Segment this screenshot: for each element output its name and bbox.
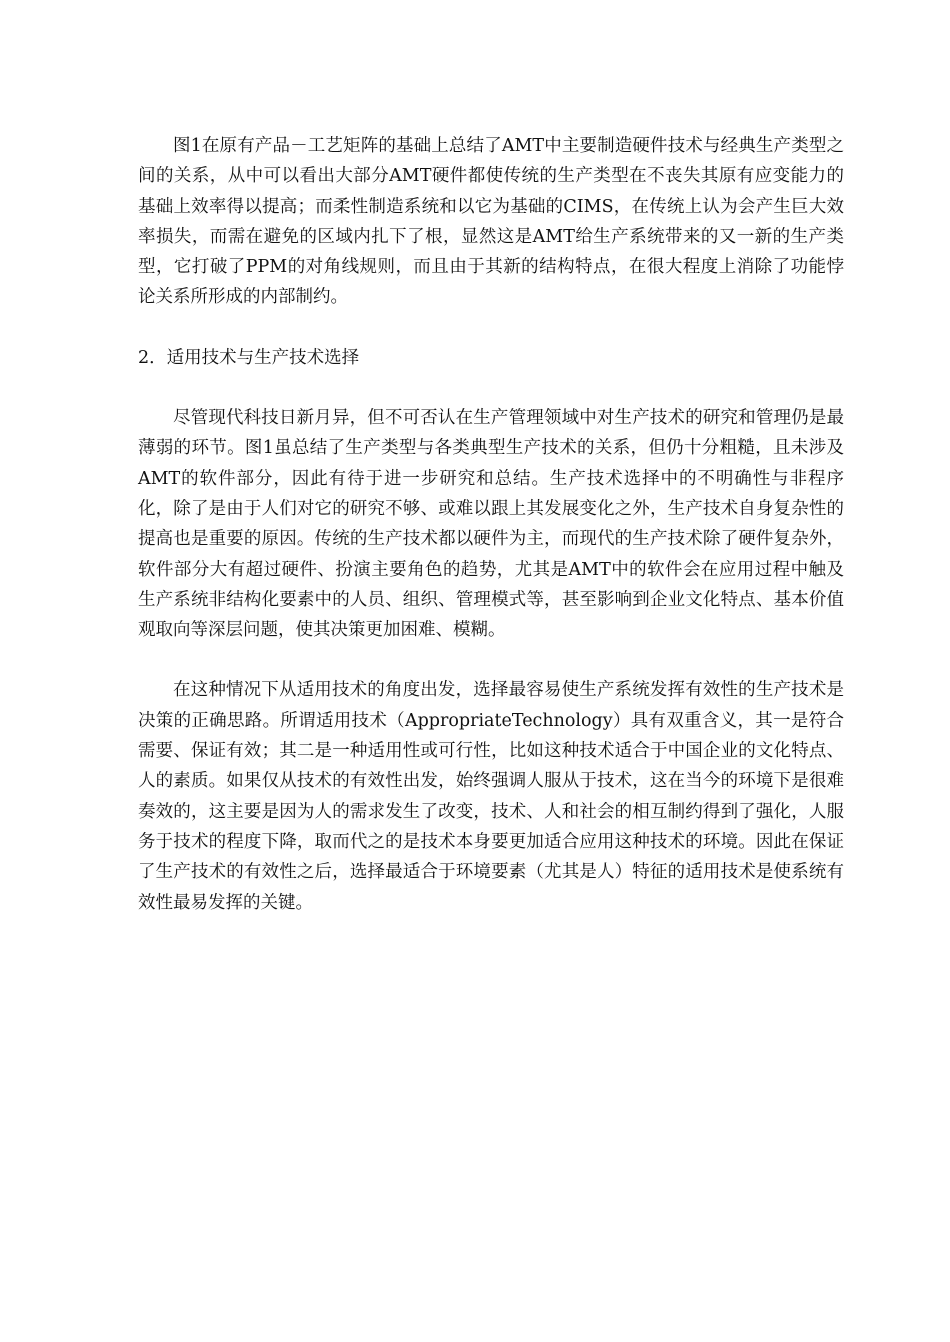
document-body xyxy=(138,131,844,918)
body-paragraph-3: 在这种情况下从适用技术的角度出发，选择最容易使生产系统发挥有效性的生产技术是决策的正确思路。所谓适用技术（AppropriateTechnology）具有双重含义，其一是符合需要、保证有效；其二是一种适用性或可行性，比如这种技术适合于中国企业的文化特点、人的素质。如果仅从技术的有效性出发，始终强调人服从于技术，这在当今的环境下是很难奏效的，这主要是因为人的需求发生了改变，技术、人和社会的相互制约得到了强化，人服务于技术的程度下降，取而代之的是技术本身要更加适合应用这种技术的环境。因此在保证了生产技术的有效性之后，选择最适合于环境要素（尤其是人）特征的适用技术是使系统有效性最易发挥的关键。 xyxy=(138,680,844,913)
section-heading: 2．适用技术与生产技术选择 xyxy=(138,347,360,368)
body-paragraph-1: 图1在原有产品－工艺矩阵的基础上总结了AMT中主要制造硬件技术与经典生产类型之间的关系，从中可以看出大部分AMT硬件都使传统的生产类型在不丧失其原有应变能力的基础上效率得以提高；而柔性制造系统和以它为基础的CIMS，在传统上认为会产生巨大效率损失，而需在避免的区域内扎下了根，显然这是AMT给生产系统带来的又一新的生产类型，它打破了PPM的对角线规则，而且由于其新的结构特点，在很大程度上消除了功能悖论关系所形成的内部制约。 xyxy=(138,136,844,308)
body-paragraph-2: 尽管现代科技日新月异，但不可否认在生产管理领域中对生产技术的研究和管理仍是最薄弱的环节。图1虽总结了生产类型与各类典型生产技术的关系，但仍十分粗糙，且未涉及AMT的软件部分，因此有待于进一步研究和总结。生产技术选择中的不明确性与非程序化，除了是由于人们对它的研究不够、或难以跟上其发展变化之外，生产技术自身复杂性的提高也是重要的原因。传统的生产技术都以硬件为主，而现代的生产技术除了硬件复杂外，软件部分大有超过硬件、扮演主要角色的趋势，尤其是AMT中的软件会在应用过程中触及生产系统非结构化要素中的人员、组织、管理模式等，甚至影响到企业文化特点、基本价值观取向等深层问题，使其决策更加困难、模糊。 xyxy=(138,408,844,641)
